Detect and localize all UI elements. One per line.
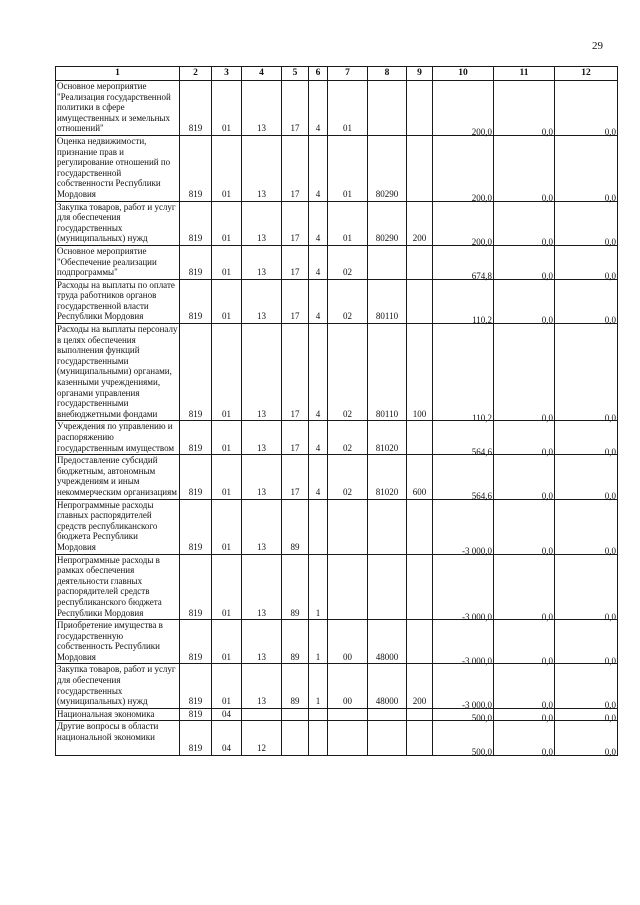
section-code: 01 (212, 245, 242, 279)
subsection-code: 13 (242, 81, 282, 136)
subsection-code: 13 (242, 554, 282, 620)
amount-cell (555, 135, 618, 201)
column-header: 3 (212, 67, 242, 81)
subprogram-code: 4 (309, 324, 328, 421)
expense-name: Оценка недвижимости, признание прав и регулирование отношений по государственной собственности Республики Мордовия (56, 135, 180, 201)
subsection-code (242, 708, 282, 721)
budget-table (55, 66, 618, 756)
amount-cell (494, 455, 555, 499)
program-code: 17 (282, 245, 309, 279)
amount-cell (494, 81, 555, 136)
amount-value: -3 000,0 (462, 655, 492, 666)
amount-cell (433, 620, 494, 664)
amount-value: 0,0 (604, 545, 616, 556)
program-code (282, 721, 309, 755)
expense-name: Национальная экономика (56, 708, 180, 721)
amount-value: 0,0 (541, 412, 553, 423)
expense-name: Непрограммные расходы главных распорядителей средств республиканского бюджета Республики Мордовия (56, 499, 180, 554)
program-code: 17 (282, 455, 309, 499)
activity-code (328, 499, 368, 554)
expense-type-code (407, 554, 433, 620)
subprogram-code (309, 499, 328, 554)
expense-name: Расходы на выплаты по оплате труда работников органов государственной власти Республики Мордовия (56, 279, 180, 323)
ministry-code: 819 (180, 708, 212, 721)
program-code: 89 (282, 620, 309, 664)
expense-type-code (407, 135, 433, 201)
header-row (56, 67, 618, 81)
direction-code (368, 721, 407, 755)
page-number: 29 (592, 40, 603, 52)
subsection-code: 13 (242, 324, 282, 421)
table-row (56, 201, 618, 245)
expense-type-code (407, 279, 433, 323)
subsection-code: 12 (242, 721, 282, 755)
amount-cell (555, 620, 618, 664)
section-code: 01 (212, 455, 242, 499)
column-header: 5 (282, 67, 309, 81)
program-code: 89 (282, 664, 309, 708)
amount-value: 0,0 (541, 271, 553, 282)
amount-cell (494, 421, 555, 455)
subprogram-code: 1 (309, 620, 328, 664)
ministry-code: 819 (180, 81, 212, 136)
amount-value: 0,0 (541, 490, 553, 501)
amount-cell (555, 721, 618, 758)
amount-value: 0,0 (541, 655, 553, 666)
section-code: 01 (212, 664, 242, 708)
ministry-code: 819 (180, 201, 212, 245)
program-code: 17 (282, 201, 309, 245)
subprogram-code (309, 721, 328, 755)
section-code: 01 (212, 324, 242, 421)
column-header: 4 (242, 67, 282, 81)
amount-value: 500,0 (471, 712, 492, 723)
amount-cell (494, 279, 555, 326)
table-row (56, 554, 618, 620)
amount-cell (433, 499, 494, 554)
ministry-code: 819 (180, 721, 212, 755)
table-row (56, 245, 618, 279)
table-row (56, 664, 618, 708)
direction-code: 80290 (368, 201, 407, 245)
subprogram-code: 4 (309, 81, 328, 136)
amount-value: 0,0 (541, 712, 553, 723)
amount-value: 0,0 (604, 700, 616, 711)
subsection-code: 13 (242, 499, 282, 554)
expense-type-code: 200 (407, 664, 433, 708)
section-code: 04 (212, 721, 242, 755)
subsection-code: 13 (242, 135, 282, 201)
subprogram-code: 4 (309, 421, 328, 455)
column-header: 7 (328, 67, 368, 81)
amount-value: 0,0 (604, 237, 616, 248)
section-code: 01 (212, 81, 242, 136)
activity-code: 01 (328, 81, 368, 136)
table-row (56, 620, 618, 664)
activity-code: 02 (328, 455, 368, 499)
amount-cell (494, 708, 555, 721)
program-code: 17 (282, 279, 309, 323)
amount-cell (433, 664, 494, 711)
amount-value: 110,2 (472, 315, 492, 326)
amount-cell (433, 135, 494, 201)
amount-cell (555, 201, 618, 248)
ministry-code: 819 (180, 245, 212, 279)
table-row (56, 81, 618, 136)
expense-type-code (407, 499, 433, 554)
amount-value: 674,8 (471, 271, 492, 282)
subsection-code: 13 (242, 664, 282, 708)
expense-name: Учреждения по управлению и распоряжению государственным имуществом (56, 421, 180, 455)
section-code: 01 (212, 201, 242, 245)
subsection-code: 13 (242, 421, 282, 455)
subsection-code: 13 (242, 245, 282, 279)
direction-code: 80110 (368, 279, 407, 323)
amount-value: 0,0 (604, 412, 616, 423)
ministry-code: 819 (180, 499, 212, 554)
amount-value: 0,0 (541, 315, 553, 326)
ministry-code: 819 (180, 135, 212, 201)
expense-type-code (407, 245, 433, 279)
subsection-code: 13 (242, 279, 282, 323)
program-code: 17 (282, 81, 309, 136)
expense-name: Другие вопросы в области национальной экономики (56, 721, 180, 755)
program-code: 89 (282, 499, 309, 554)
expense-type-code (407, 708, 433, 721)
table-row (56, 708, 618, 721)
expense-name: Расходы на выплаты персоналу в целях обеспечения выполнения функций государственными (муниципальными) органами, казенными учреждениями, органами управления государственными внебюджетными фондами (56, 324, 180, 421)
amount-value: 500,0 (471, 747, 492, 758)
amount-value: -3 000,0 (462, 545, 492, 556)
amount-cell (433, 279, 494, 326)
amount-value: 0,0 (604, 446, 616, 457)
amount-value: 200,0 (471, 237, 492, 248)
amount-cell (555, 554, 618, 620)
subprogram-code (309, 708, 328, 721)
amount-cell (433, 455, 494, 499)
amount-value: 0,0 (604, 655, 616, 666)
column-header: 9 (407, 67, 433, 81)
amount-cell (433, 245, 494, 282)
amount-cell (433, 81, 494, 136)
amount-cell (433, 721, 494, 758)
amount-value: 0,0 (604, 127, 616, 138)
section-code: 01 (212, 620, 242, 664)
amount-cell (555, 279, 618, 326)
amount-value: 0,0 (604, 315, 616, 326)
amount-value: 0,0 (541, 700, 553, 711)
ministry-code: 819 (180, 324, 212, 421)
subprogram-code: 1 (309, 554, 328, 620)
direction-code (368, 554, 407, 620)
activity-code: 02 (328, 324, 368, 421)
expense-name: Закупка товаров, работ и услуг для обеспечения государственных (муниципальных) нужд (56, 664, 180, 708)
program-code: 17 (282, 135, 309, 201)
expense-type-code: 100 (407, 324, 433, 421)
direction-code (368, 499, 407, 554)
ministry-code: 819 (180, 279, 212, 323)
section-code: 01 (212, 554, 242, 620)
activity-code: 01 (328, 135, 368, 201)
table-row (56, 421, 618, 455)
amount-cell (555, 664, 618, 711)
column-header: 12 (555, 67, 618, 81)
expense-name: Основное мероприятие "Реализация государственной политики в сфере имущественных и земельных отношений" (56, 81, 180, 136)
amount-value: 200,0 (471, 192, 492, 203)
ministry-code: 819 (180, 554, 212, 620)
amount-value: -3 000,0 (462, 700, 492, 711)
amount-value: 0,0 (604, 192, 616, 203)
amount-value: 0,0 (541, 545, 553, 556)
direction-code (368, 245, 407, 279)
direction-code: 80110 (368, 324, 407, 421)
direction-code: 81020 (368, 455, 407, 499)
amount-value: 0,0 (541, 127, 553, 138)
section-code: 04 (212, 708, 242, 721)
amount-cell (494, 499, 555, 554)
amount-cell (494, 554, 555, 620)
amount-value: -3 000,0 (462, 611, 492, 622)
subsection-code: 13 (242, 620, 282, 664)
expense-name: Непрограммные расходы в рамках обеспечения деятельности главных распорядителей средств республиканского бюджета Республики Мордовия (56, 554, 180, 620)
table-row (56, 324, 618, 421)
direction-code: 80290 (368, 135, 407, 201)
amount-cell (555, 708, 618, 721)
ministry-code: 819 (180, 620, 212, 664)
amount-cell (433, 421, 494, 455)
amount-cell (555, 421, 618, 455)
expense-name: Основное мероприятие "Обеспечение реализации подпрограммы" (56, 245, 180, 279)
activity-code: 00 (328, 664, 368, 708)
activity-code: 02 (328, 245, 368, 279)
expense-type-code (407, 721, 433, 755)
direction-code: 48000 (368, 664, 407, 708)
activity-code: 01 (328, 201, 368, 245)
column-header: 6 (309, 67, 328, 81)
amount-cell (555, 81, 618, 136)
amount-cell (433, 324, 494, 421)
amount-value: 110,2 (472, 412, 492, 423)
expense-name: Закупка товаров, работ и услуг для обеспечения государственных (муниципальных) нужд (56, 201, 180, 245)
expense-name: Приобретение имущества в государственную собственность Республики Мордовия (56, 620, 180, 664)
expense-name: Предоставление субсидий бюджетным, автономным учреждениям и иным некоммерческим организациям (56, 455, 180, 499)
amount-cell (494, 620, 555, 664)
program-code: 89 (282, 554, 309, 620)
expense-type-code: 600 (407, 455, 433, 499)
activity-code: 02 (328, 279, 368, 323)
column-header: 10 (433, 67, 494, 81)
expense-type-code (407, 421, 433, 455)
subsection-code: 13 (242, 201, 282, 245)
amount-cell (433, 708, 494, 721)
amount-value: 0,0 (604, 747, 616, 758)
program-code: 17 (282, 421, 309, 455)
activity-code (328, 708, 368, 721)
table-row (56, 279, 618, 323)
direction-code: 81020 (368, 421, 407, 455)
amount-cell (494, 135, 555, 201)
activity-code: 00 (328, 620, 368, 664)
amount-cell (494, 664, 555, 711)
table-row (56, 135, 618, 201)
amount-value: 0,0 (541, 747, 553, 758)
expense-type-code (407, 620, 433, 664)
direction-code: 48000 (368, 620, 407, 664)
ministry-code: 819 (180, 421, 212, 455)
subsection-code: 13 (242, 455, 282, 499)
amount-value: 0,0 (541, 446, 553, 457)
amount-value: 0,0 (604, 490, 616, 501)
amount-value: 0,0 (541, 192, 553, 203)
subprogram-code: 4 (309, 201, 328, 245)
amount-value: 564,6 (471, 490, 492, 501)
section-code: 01 (212, 499, 242, 554)
amount-cell (494, 245, 555, 282)
amount-cell (494, 201, 555, 248)
column-header: 8 (368, 67, 407, 81)
expense-type-code: 200 (407, 201, 433, 245)
column-header: 11 (494, 67, 555, 81)
program-code: 17 (282, 324, 309, 421)
expense-type-code (407, 81, 433, 136)
amount-value: 0,0 (541, 237, 553, 248)
table-body (56, 81, 618, 756)
column-header: 2 (180, 67, 212, 81)
amount-value: 0,0 (604, 271, 616, 282)
amount-value: 564,6 (471, 446, 492, 457)
amount-cell (494, 721, 555, 758)
column-header: 1 (56, 67, 180, 81)
section-code: 01 (212, 279, 242, 323)
section-code: 01 (212, 421, 242, 455)
amount-cell (555, 499, 618, 554)
activity-code: 02 (328, 421, 368, 455)
amount-cell (555, 455, 618, 499)
activity-code (328, 554, 368, 620)
amount-cell (494, 324, 555, 421)
ministry-code: 819 (180, 664, 212, 708)
amount-cell (433, 201, 494, 248)
amount-value: 200,0 (471, 127, 492, 138)
table-row (56, 499, 618, 554)
subprogram-code: 4 (309, 455, 328, 499)
subprogram-code: 4 (309, 279, 328, 323)
amount-cell (433, 554, 494, 620)
table-row (56, 455, 618, 499)
direction-code (368, 81, 407, 136)
activity-code (328, 721, 368, 755)
amount-cell (555, 324, 618, 421)
section-code: 01 (212, 135, 242, 201)
amount-value: 0,0 (541, 611, 553, 622)
subprogram-code: 4 (309, 135, 328, 201)
amount-value: 0,0 (604, 611, 616, 622)
direction-code (368, 708, 407, 721)
amount-cell (555, 245, 618, 282)
table-row (56, 721, 618, 755)
subprogram-code: 4 (309, 245, 328, 279)
amount-value: 0,0 (604, 712, 616, 723)
subprogram-code: 1 (309, 664, 328, 708)
program-code (282, 708, 309, 721)
ministry-code: 819 (180, 455, 212, 499)
